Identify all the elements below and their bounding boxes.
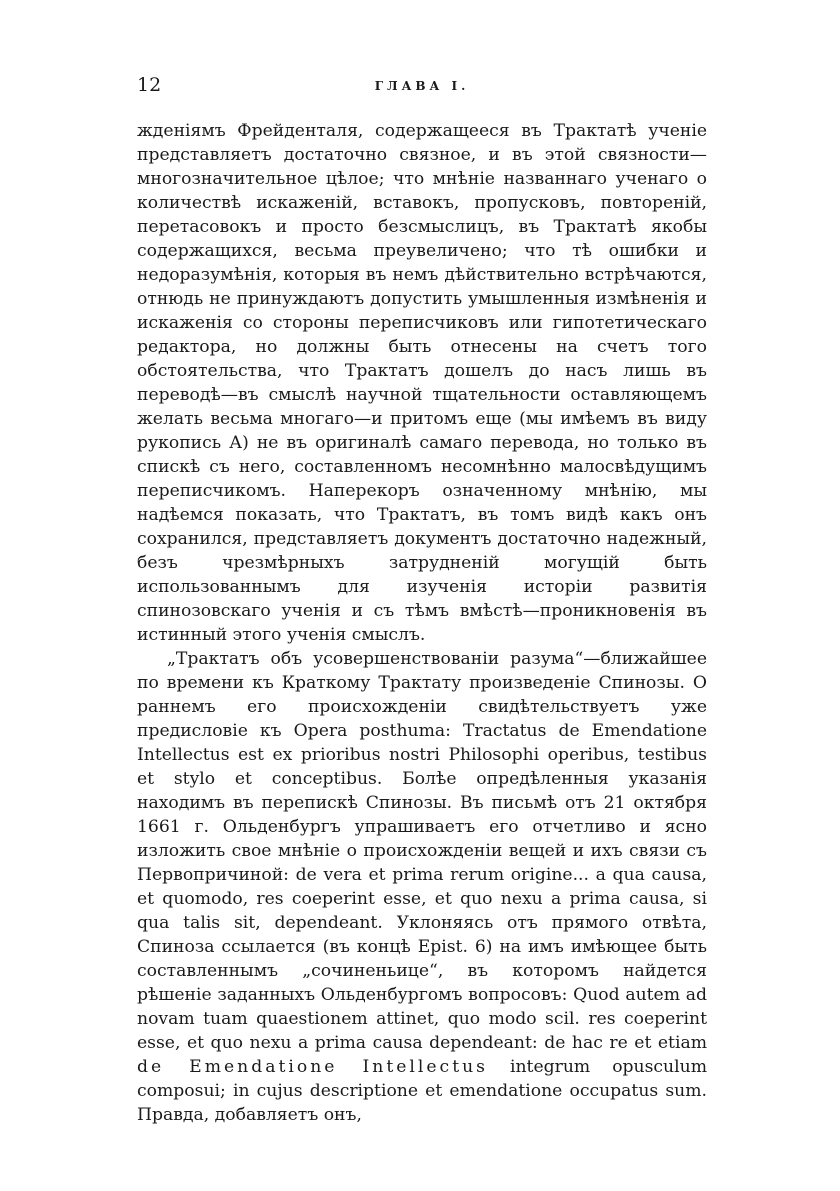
page-number: 12 [137,74,162,96]
paragraph-treatise-intro [137,647,707,1127]
running-head [137,72,707,100]
chapter-title: ГЛАВА I. [374,79,470,93]
paragraph-continued: жденіямъ Фрейденталя, содержащееся въ Трактатѣ ученіе представляетъ достаточно связное, и въ этой связности—многозначительное цѣлое; что мнѣніе названнаго ученаго о количествѣ искаженій, вставокъ, пропусковъ, повтореній, перетасовокъ и просто безсмыслицъ, въ Трактатѣ якобы содержащихся, весьма преувеличено; что тѣ ошибки и недоразумѣнія, которыя въ немъ дѣйствительно встрѣчаются, отнюдь не принуждаютъ допустить умышленныя измѣненія и искаженія со стороны переписчиковъ или гипотетическаго редактора, но должны быть отнесены на счетъ того обстоятельства, что Трактатъ дошелъ до насъ лишь въ переводѣ—въ смыслѣ научной тщательности оставляющемъ желать весьма многаго—и притомъ еще (мы имѣемъ въ виду рукопись А) не въ оригиналѣ самаго перевода, но только въ спискѣ съ него, составленномъ несомнѣнно малосвѣдущимъ переписчикомъ. Наперекоръ означенному мнѣнію, мы надѣемся показать, что Трактатъ, въ томъ видѣ какъ онъ сохранился, представляетъ документъ достаточно надежный, безъ чрезмѣрныхъ затрудненій могущій быть использованнымъ для изученія исторіи развитія спинозовскаго ученія и съ тѣмъ вмѣстѣ—проникновенія въ истинный этого ученія смыслъ. [137,121,707,645]
paragraph-text-before-title: „Трактатъ объ усовершенствованіи разума“—ближайшее по времени къ Краткому Трактату произведеніе Спинозы. О раннемъ его происхожденіи свидѣтельствуетъ уже предисловіе къ Opera posthuma: Tractatus de Emendatione Intellectus est ex prioribus nostri Philosophi operibus, testibus et stylo et conceptibus. Болѣе опредѣленныя указанія находимъ въ перепискѣ Спинозы. Въ письмѣ отъ 21 октября 1661 г. Ольденбургъ упрашиваетъ его отчетливо и ясно изложить свое мнѣніе о происхожденіи вещей и ихъ связи съ Первопричиной: de vera et prima rerum origine... a qua causa, et quomodo, res coeperint esse, et quo nexu a prima causa, si qua talis sit, dependeant. Уклоняясь отъ прямого отвѣта, Спиноза ссылается (въ концѣ Epist. 6) на имъ имѣющее быть составленнымъ „сочиненьице“, въ которомъ найдется рѣшеніе заданныхъ Ольденбургомъ вопросовъ: Quod autem ad novam tuam quaestionem attinet, quo modo scil. res coeperint esse, et quo nexu a prima causa dependeant: de hac re et etiam [137,649,707,1053]
spaced-work-title: de Emendatione Intellectus [137,1057,488,1077]
paragraph-text-after-title: integrum opusculum composui; in cujus descriptione et emendatione occupatus sum. Правда, добавляетъ онъ, [137,1057,707,1125]
body-text [137,119,707,1127]
